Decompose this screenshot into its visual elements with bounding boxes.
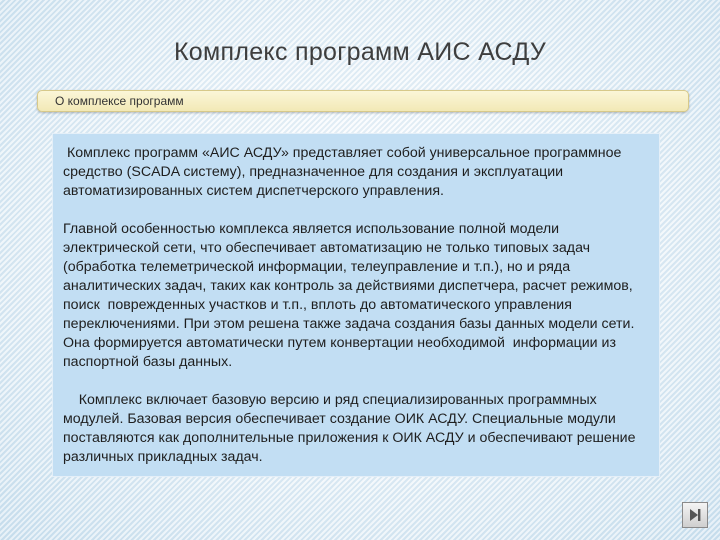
content-box [52, 133, 660, 477]
last-slide-button[interactable] [682, 502, 708, 528]
paragraph-features: Главной особенностью комплекса является использование полной модели электрической сети, что обеспечивает автоматизацию не только типовых задач (обработка телеметрической информации, телеуправление и т.п.), но и ряда аналитических задач, таких как контроль за действиями диспетчера, расчет режимов, поиск поврежденных участков и т.п., вплоть до автоматического управления переключениями. При этом решена также задача создания базы данных модели сети. Она формируется автоматически путем конвертации необходимой информации из паспортной базы данных. [63, 221, 639, 370]
subtitle-bar [37, 90, 689, 112]
paragraph-modules: Комплекс включает базовую версию и ряд специализированных программных модулей. Базовая версия обеспечивает создание ОИК АСДУ. Специальные модули поставляются как дополнительные приложения к ОИК АСДУ и обеспечивают решение различных прикладных задач. [63, 392, 640, 465]
subtitle-text: О комплексе программ [55, 94, 184, 108]
slide-title: Комплекс программ АИС АСДУ [173, 38, 547, 66]
paragraph-intro: Комплекс программ «АИС АСДУ» представляет собой универсальное программное средство (SCADA систему), предназначенное для создания и эксплуатации автоматизированных систем диспетчерского управления. [63, 145, 626, 199]
skip-to-end-icon [687, 507, 703, 523]
